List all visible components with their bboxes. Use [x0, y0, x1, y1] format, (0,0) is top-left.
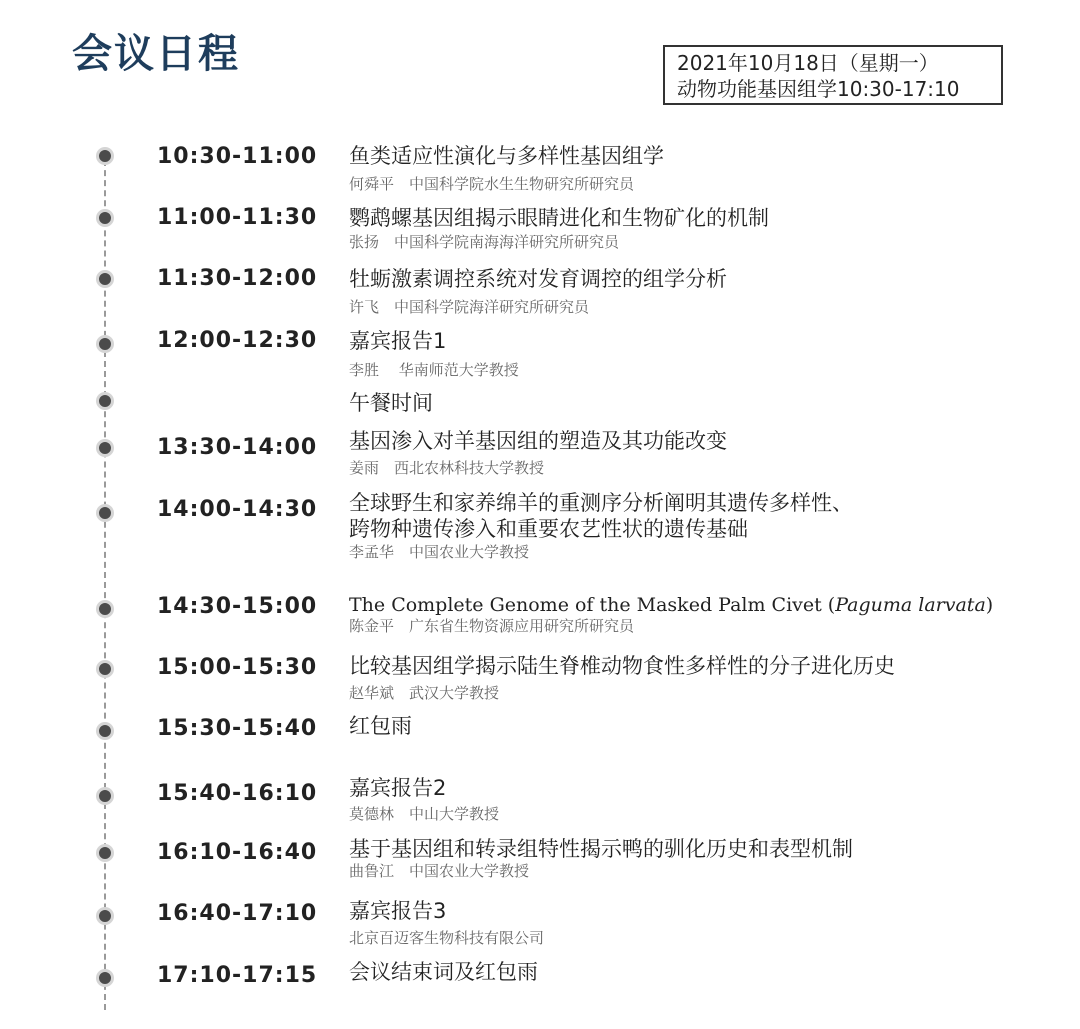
slot-topic-species: Paguma larvata: [835, 594, 986, 616]
slot-time: 11:30-12:00: [157, 266, 318, 291]
slot-topic: 基因渗入对羊基因组的塑造及其功能改变: [349, 429, 727, 453]
slot-time: 14:00-14:30: [157, 497, 318, 522]
timeline-dot: [96, 787, 114, 805]
slot-topic-text: The Complete Genome of the Masked Palm Civet (: [349, 594, 836, 616]
session-date: 2021年10月18日（星期一）: [677, 51, 939, 75]
slot-speaker: 张扬 中国科学院南海海洋研究所研究员: [349, 233, 620, 251]
slot-speaker: 李孟华 中国农业大学教授: [349, 543, 530, 561]
slot-speaker: 李胜 华南师范大学教授: [349, 361, 519, 379]
slot-speaker: 何舜平 中国科学院水生生物研究所研究员: [349, 175, 635, 193]
slot-time: 13:30-14:00: [157, 435, 318, 460]
timeline-dot: [96, 504, 114, 522]
timeline-dot: [96, 147, 114, 165]
slot-topic: 会议结束词及红包雨: [349, 960, 538, 984]
slot-topic: 嘉宾报告2: [349, 776, 447, 800]
timeline-dot: [96, 722, 114, 740]
timeline-dot: [96, 600, 114, 618]
timeline-dot: [96, 392, 114, 410]
slot-time: 14:30-15:00: [157, 594, 318, 619]
slot-time: 12:00-12:30: [157, 328, 318, 353]
slot-speaker: 赵华斌 武汉大学教授: [349, 684, 500, 702]
slot-topic-line2: 跨物种遗传渗入和重要农艺性状的遗传基础: [349, 517, 748, 541]
slot-topic: 鹦鹉螺基因组揭示眼睛进化和生物矿化的机制: [349, 206, 769, 230]
slot-speaker: 曲鲁江 中国农业大学教授: [349, 862, 530, 880]
timeline-dot: [96, 969, 114, 987]
slot-time: 15:30-15:40: [157, 716, 318, 741]
slot-topic: 嘉宾报告1: [349, 329, 447, 353]
slot-topic: 红包雨: [349, 714, 412, 738]
slot-topic-lunch: 午餐时间: [349, 391, 433, 415]
page-title: 会议日程: [72, 31, 240, 77]
slot-speaker: 北京百迈客生物科技有限公司: [349, 929, 545, 947]
timeline-dot: [96, 270, 114, 288]
timeline-dot: [96, 660, 114, 678]
slot-topic: 全球野生和家养绵羊的重测序分析阐明其遗传多样性、: [349, 491, 853, 515]
slot-speaker: 陈金平 广东省生物资源应用研究所研究员: [349, 617, 635, 635]
slot-topic: 比较基因组学揭示陆生脊椎动物食性多样性的分子进化历史: [349, 654, 895, 678]
slot-speaker: 许飞 中国科学院海洋研究所研究员: [349, 298, 590, 316]
slot-time: 17:10-17:15: [157, 963, 318, 988]
session-info-box: [663, 45, 1003, 105]
slot-time: 15:00-15:30: [157, 655, 318, 680]
slot-time: 10:30-11:00: [157, 144, 318, 169]
slot-topic: 基于基因组和转录组特性揭示鸭的驯化历史和表型机制: [349, 837, 853, 861]
slot-topic: 鱼类适应性演化与多样性基因组学: [349, 144, 664, 168]
timeline-dot: [96, 844, 114, 862]
slot-time: 16:40-17:10: [157, 901, 318, 926]
timeline-dot: [96, 907, 114, 925]
slot-topic-close: ): [985, 594, 994, 616]
slot-topic: 牡蛎激素调控系统对发育调控的组学分析: [349, 267, 727, 291]
slot-time: 11:00-11:30: [157, 205, 318, 230]
timeline-dot: [96, 439, 114, 457]
slot-speaker: 莫德林 中山大学教授: [349, 805, 500, 823]
slot-topic: 嘉宾报告3: [349, 899, 447, 923]
slot-speaker: 姜雨 西北农林科技大学教授: [349, 459, 545, 477]
timeline-dot: [96, 335, 114, 353]
slot-time: 16:10-16:40: [157, 840, 318, 865]
slot-time: 15:40-16:10: [157, 781, 318, 806]
session-name: 动物功能基因组学10:30-17:10: [677, 77, 960, 101]
timeline-dot: [96, 209, 114, 227]
